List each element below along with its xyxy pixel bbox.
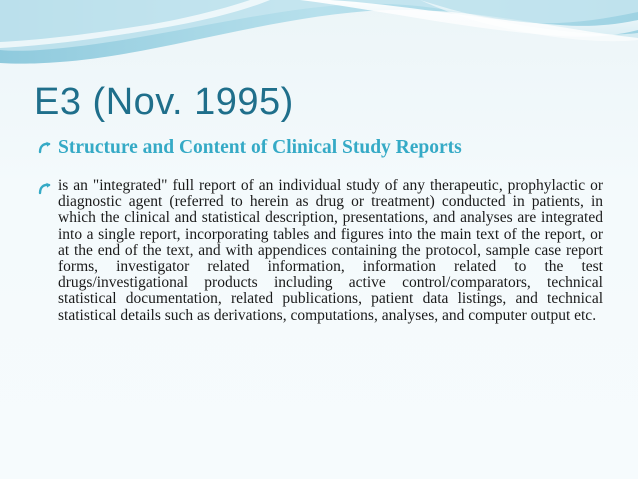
bullet-list (38, 136, 604, 324)
header-wave-decoration (0, 0, 638, 80)
curved-arrow-bullet-icon (38, 141, 52, 155)
bullet-body-text: is an "integrated" full report of an individual study of any therapeutic, prophylactic or diagnostic agent (referred to herein as drug or treatment) conducted in patients, in which the clinical and statistical description, presentations, and analyses are integrated into a single report, incorporating tables and figures into the main text of the report, or at the end of the text, and with appendices containing the protocol, sample case report forms, investigator related information, information related to the test drugs/investigational products including active control/comparators, technical statistical documentation, related publications, patient data listings, and technical statistical details such as derivations, computations, analyses, and computer output etc. (58, 177, 603, 324)
bullet-item-body (38, 178, 604, 324)
bullet-item-heading (38, 136, 604, 160)
slide-title: E3 (Nov. 1995) (34, 81, 294, 123)
curved-arrow-bullet-icon (38, 182, 52, 196)
bullet-heading-text: Structure and Content of Clinical Study Reports (58, 137, 462, 158)
